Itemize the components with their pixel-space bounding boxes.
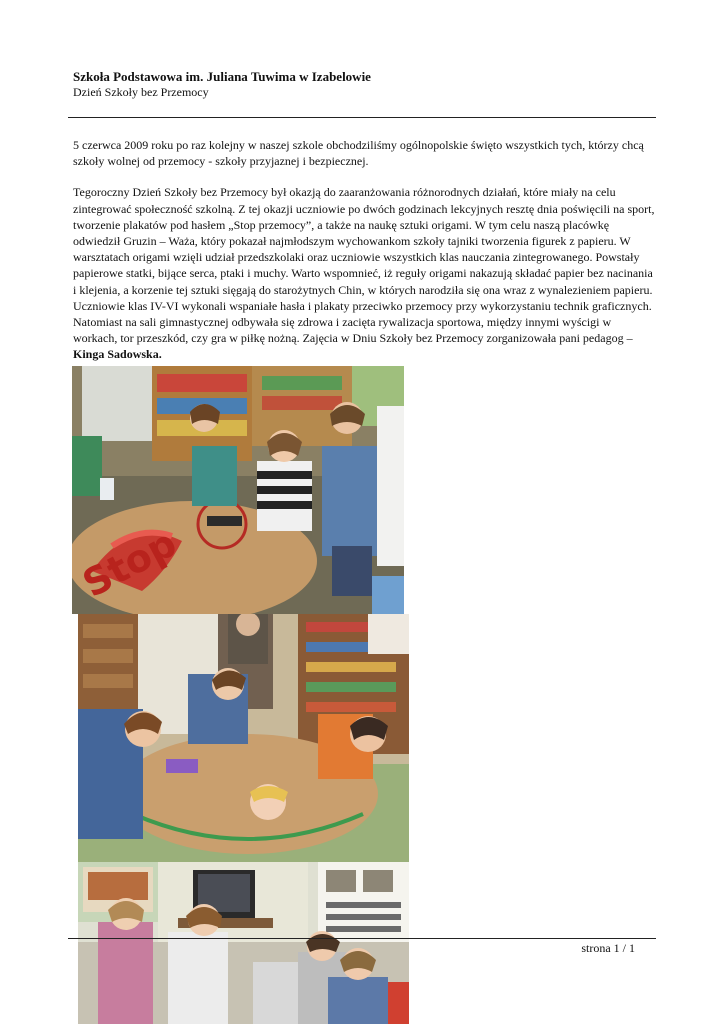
- document-subtitle: Dzień Szkoły bez Przemocy: [73, 85, 209, 99]
- footer-divider: [68, 938, 656, 939]
- paragraph-2: [73, 184, 655, 362]
- photo-poster-workshop-image: [72, 366, 404, 614]
- organizer-name: Kinga Sadowska.: [73, 347, 162, 362]
- article-body: [73, 137, 655, 378]
- poster-stop-lettering: Stop: [75, 520, 184, 606]
- paragraph-1: 5 czerwca 2009 roku po raz kolejny w naszej szkole obchodziliśmy ogólnopolskie święto wszystkich tych, którzy chcą szkoły wolnej od przemocy - szkoły przyjaznej i bezpiecznej.: [73, 138, 644, 169]
- photo-classroom-group-image: [78, 862, 409, 1024]
- paragraph-2-text: Tegoroczny Dzień Szkoły bez Przemocy był okazją do zaaranżowania różnorodnych działań, które miały na celu zintegrować społeczność szkolną. Z tej okazji uczniowie po dwóch godzinach lekcyjnych resztę dnia poświęcili na sport, tworzenie plakatów pod hasłem „Stop przemocy”, a także na naukę sztuki origami. W tym celu naszą placówkę odwiedził Gruzin – Waża, który pokazał najmłodszym wychowankom szkoły tajniki tworzenia figurek z papieru. W warsztatach origami wzięli udział przedszkolaki oraz uczniowie wszystkich klas nauczania zintegrowanego. Powstały papierowe statki, bijące serca, ptaki i muchy. Warto wspomnieć, iż reguły origami nakazują składać papier bez nacinania i klejenia, a korzenie tej sztuki sięgają do starożytnych Chin, w których narodziła się ona wraz z wynalezieniem papieru. Uczniowie klas IV-VI wykonali wspaniałe hasła i plakaty przeciwko przemocy przy wykorzystaniu technik graficznych. Natomiast na sali gimnastycznej odbywała się zdrowa i zacięta rywalizacja sportowa, między innymi wyścigi w workach, tor przeszkód, czy gra w piłkę nożną. Zajęcia w Dniu Szkoły bez Przemocy zorganizowała pani pedagog –: [73, 185, 655, 346]
- school-name: Szkoła Podstawowa im. Juliana Tuwima w Izabelowie: [73, 69, 371, 84]
- photo-classroom-group: [78, 862, 409, 1024]
- photo-library-drawing-image: [78, 614, 409, 862]
- page-number: strona 1 / 1: [581, 941, 635, 955]
- photo-poster-workshop: [72, 366, 404, 614]
- header-divider: [68, 117, 656, 118]
- photo-library-drawing: [78, 614, 409, 862]
